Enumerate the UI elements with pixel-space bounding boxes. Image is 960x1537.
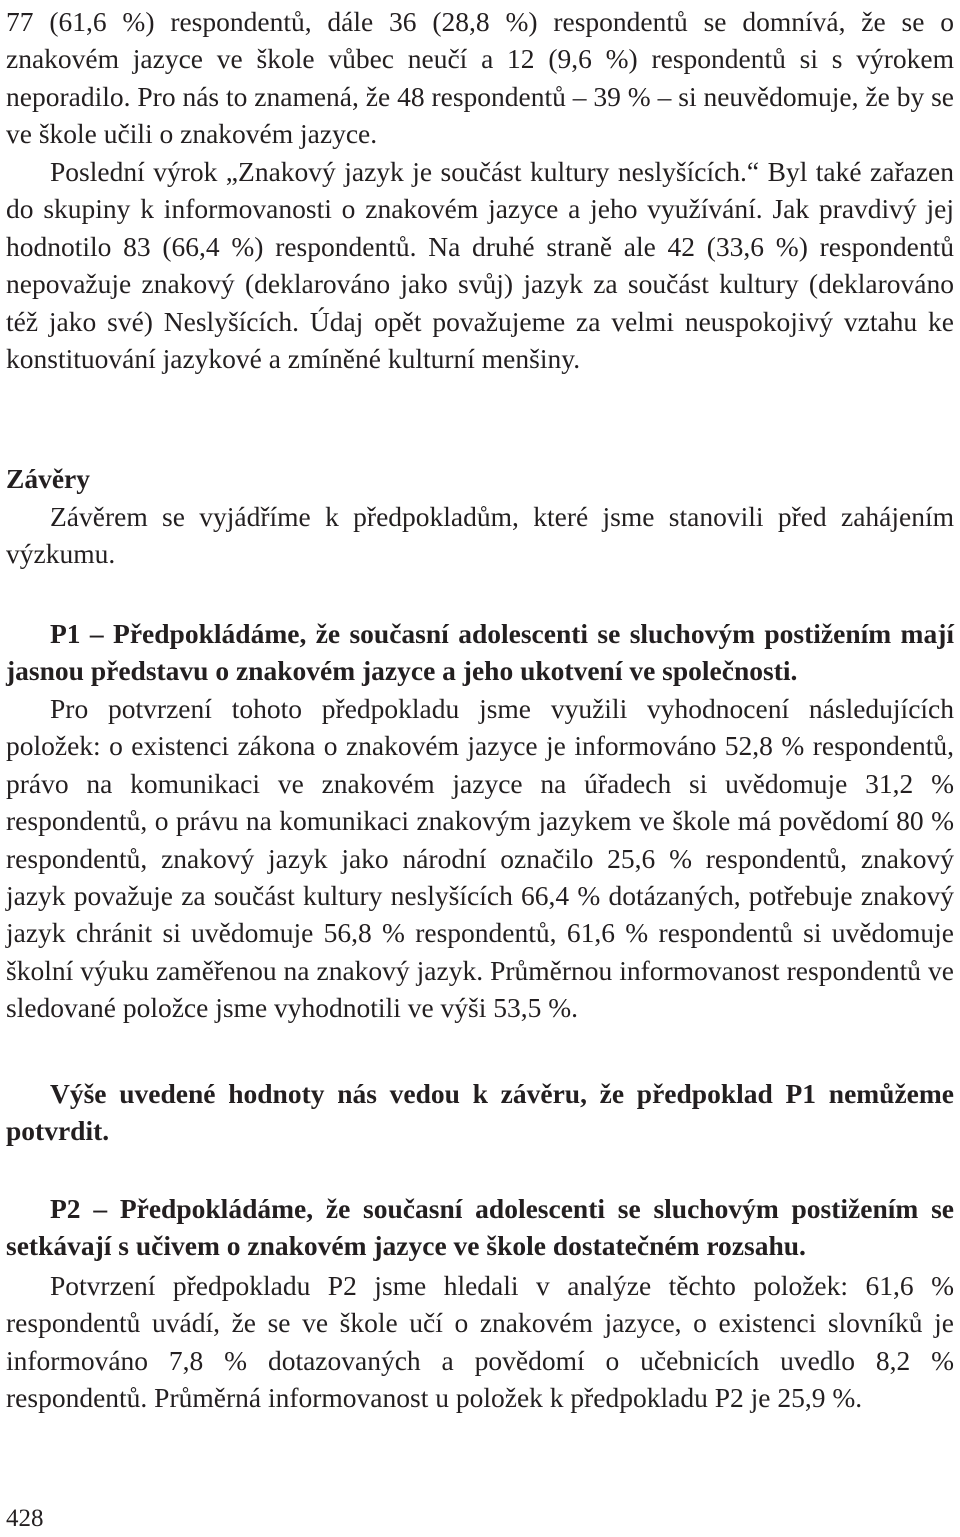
page-number: 428 <box>6 1505 44 1532</box>
paragraph-p2-body: Potvrzení předpokladu P2 jsme hledali v analýze těchto položek: 61,6 % respondentů uvádí, že se ve škole učí o znakovém jazyce, o existenci slovníků je informováno 7,8 % dotazovaných a povědomí o učebnicích uvedlo 8,2 % respondentů. Průměrná informovanost u položek k předpokladu P2 je 25,9 %. <box>6 1270 954 1414</box>
hypothesis-p2: P2 – Předpokládáme, že současní adolescenti se sluchovým postižením se setkávají s učivem o znakovém jazyce ve škole dostatečném rozsahu. <box>6 1193 954 1262</box>
paragraph-conclusions-intro: Závěrem se vyjádříme k předpokladům, které jsme stanovili před zahájením výzkumu. <box>6 501 954 570</box>
paragraph-culture: Poslední výrok „Znakový jazyk je součást kultury neslyšících.“ Byl také zařazen do skupiny k informovanosti o znakovém jazyce a jeho využívání. Jak pravdivý jej hodnotilo 83 (66,4 %) respondentů. Na druhé straně ale 42 (33,6 %) respondentů nepovažuje znakový (deklarováno jako svůj) jazyk za součást kultury (deklarováno též jako své) Neslyšících. Údaj opět považujeme za velmi neuspokojivý vztahu ke konstituování jazykové a zmíněné kulturní menšiny. <box>6 156 954 375</box>
section-heading-conclusions: Závěry <box>6 463 91 494</box>
conclusion-p1: Výše uvedené hodnoty nás vedou k závěru, že předpoklad P1 nemůžeme potvrdit. <box>6 1078 954 1147</box>
paragraph-p1-body: Pro potvrzení tohoto předpokladu jsme využili vyhodnocení následujících položek: o existenci zákona o znakovém jazyce je informováno 52,8 % respondentů, právo na komunikaci ve znakovém jazyce na úřadech si uvědomuje 31,2 % respondentů, o právu na komunikaci znakovým jazykem ve škole má povědomí 80 % respondentů, znakový jazyk jako národní označilo 25,6 % respondentů, znakový jazyk považuje za součást kultury neslyšících 66,4 % dotázaných, potřebuje znakový jazyk chránit si uvědomuje 56,8 % respondentů, 61,6 % respondentů si uvědomuje školní výuku zaměřenou na znakový jazyk. Průměrnou informovanost respondentů ve sledované položce jsme vyhodnotili ve výši 53,5 %. <box>6 693 954 1024</box>
paragraph-intro: 77 (61,6 %) respondentů, dále 36 (28,8 %) respondentů se domnívá, že se o znakovém jazyce ve škole vůbec neučí a 12 (9,6 %) respondentů si s výrokem neporadilo. Pro nás to znamená, že 48 respondentů – 39 % – si neuvědomuje, že by se ve škole učili o znakovém jazyce. <box>6 6 954 150</box>
hypothesis-p1: P1 – Předpokládáme, že současní adolescenti se sluchovým postižením mají jasnou představu o znakovém jazyce a jeho ukotvení ve společnosti. <box>6 618 954 687</box>
